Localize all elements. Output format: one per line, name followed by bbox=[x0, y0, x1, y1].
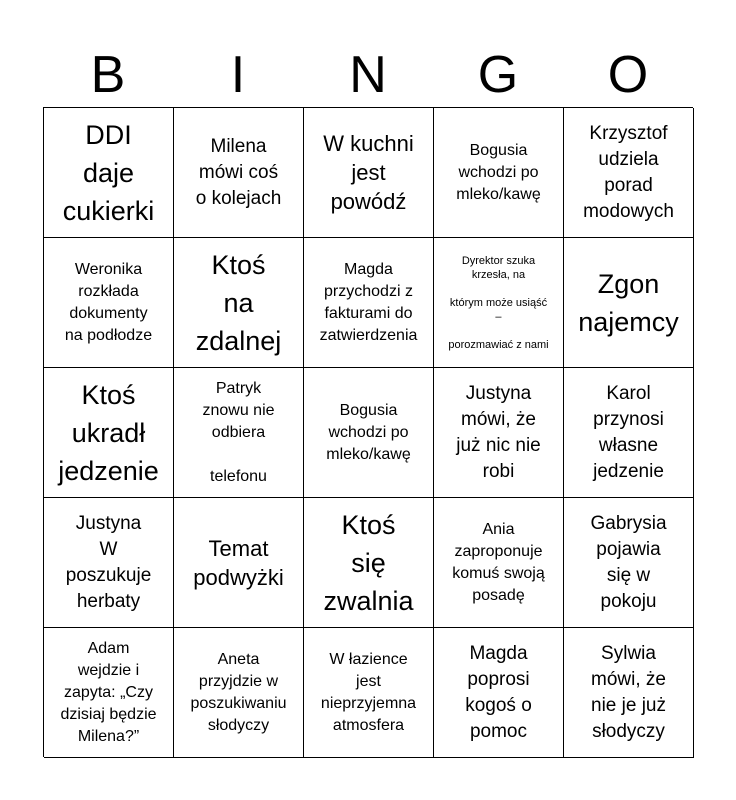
bingo-cell-r5-c1[interactable]: Adam wejdzie i zapyta: „Czy dzisiaj będzie Milena?” bbox=[44, 628, 174, 758]
bingo-cell-r2-c1[interactable]: Weronika rozkłada dokumenty na podłodze bbox=[44, 238, 174, 368]
bingo-cell-r3-c3[interactable]: Bogusia wchodzi po mleko/kawę bbox=[304, 368, 434, 498]
bingo-cell-r4-c5[interactable]: Gabrysia pojawia się w pokoju bbox=[564, 498, 694, 628]
bingo-cell-r2-c2[interactable]: Ktoś na zdalnej bbox=[174, 238, 304, 368]
bingo-cell-r1-c2[interactable]: Milena mówi coś o kolejach bbox=[174, 108, 304, 238]
bingo-cell-r2-c3[interactable]: Magda przychodzi z fakturami do zatwierdzenia bbox=[304, 238, 434, 368]
bingo-grid bbox=[43, 107, 693, 757]
bingo-cell-r1-c4[interactable]: Bogusia wchodzi po mleko/kawę bbox=[434, 108, 564, 238]
bingo-cell-r5-c2[interactable]: Aneta przyjdzie w poszukiwaniu słodyczy bbox=[174, 628, 304, 758]
bingo-header bbox=[43, 44, 693, 106]
bingo-cell-r4-c1[interactable]: Justyna W poszukuje herbaty bbox=[44, 498, 174, 628]
header-letter-o: O bbox=[607, 46, 649, 104]
bingo-cell-r4-c3[interactable]: Ktoś się zwalnia bbox=[304, 498, 434, 628]
header-letter-b: B bbox=[90, 46, 126, 104]
bingo-cell-r3-c1[interactable]: Ktoś ukradł jedzenie bbox=[44, 368, 174, 498]
bingo-cell-r4-c2[interactable]: Temat podwyżki bbox=[174, 498, 304, 628]
bingo-cell-r5-c4[interactable]: Magda poprosi kogoś o pomoc bbox=[434, 628, 564, 758]
bingo-cell-r5-c3[interactable]: W łazience jest nieprzyjemna atmosfera bbox=[304, 628, 434, 758]
header-letter-n: N bbox=[349, 46, 387, 104]
bingo-cell-r1-c5[interactable]: Krzysztof udziela porad modowych bbox=[564, 108, 694, 238]
header-letter-g: G bbox=[477, 46, 519, 104]
bingo-cell-r4-c4[interactable]: Ania zaproponuje komuś swoją posadę bbox=[434, 498, 564, 628]
bingo-cell-r3-c5[interactable]: Karol przynosi własne jedzenie bbox=[564, 368, 694, 498]
bingo-cell-r1-c1[interactable]: DDI daje cukierki bbox=[44, 108, 174, 238]
bingo-cell-r2-c4[interactable]: Dyrektor szuka krzesła, na którym może usiąść – porozmawiać z nami bbox=[434, 238, 564, 368]
bingo-cell-r2-c5[interactable]: Zgon najemcy bbox=[564, 238, 694, 368]
bingo-cell-r5-c5[interactable]: Sylwia mówi, że nie je już słodyczy bbox=[564, 628, 694, 758]
bingo-cell-r3-c4[interactable]: Justyna mówi, że już nic nie robi bbox=[434, 368, 564, 498]
header-letter-i: I bbox=[230, 46, 246, 104]
bingo-cell-r3-c2[interactable]: Patryk znowu nie odbiera telefonu bbox=[174, 368, 304, 498]
bingo-cell-r1-c3[interactable]: W kuchni jest powódź bbox=[304, 108, 434, 238]
